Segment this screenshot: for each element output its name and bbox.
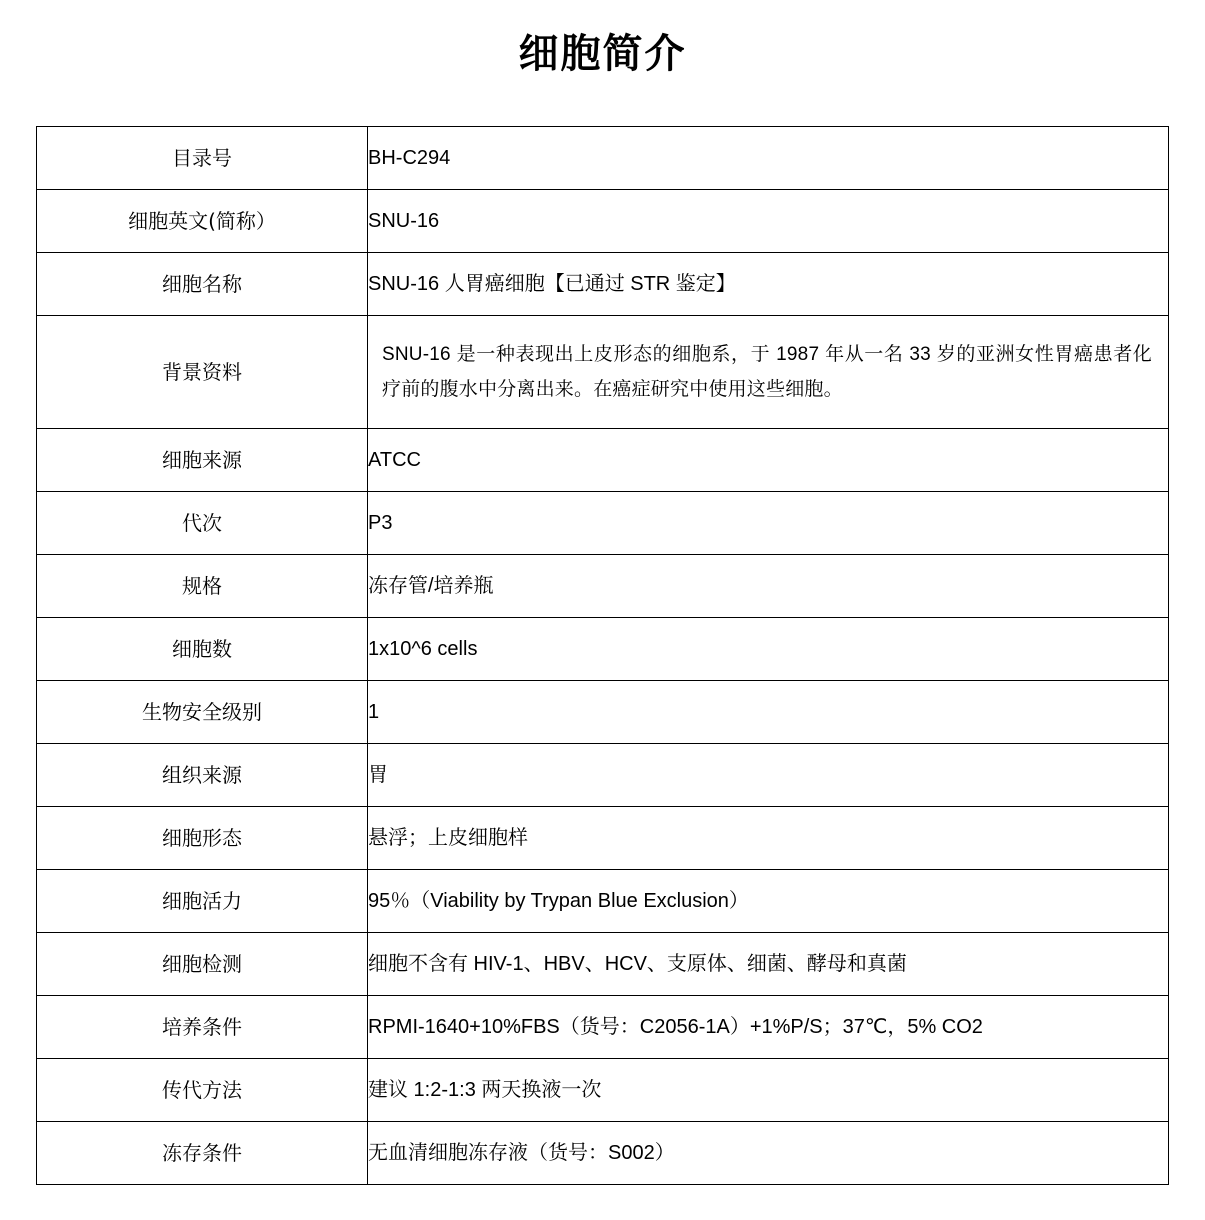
row-label-culture-conditions: 培养条件 [37, 996, 368, 1059]
table-row [37, 807, 1169, 870]
row-label-catalog-number: 目录号 [37, 127, 368, 190]
row-label-morphology: 细胞形态 [37, 807, 368, 870]
document-page [0, 28, 1205, 1220]
row-value-tissue-source: 胃 [368, 744, 1169, 807]
table-row [37, 618, 1169, 681]
row-value-viability: 95％（Viability by Trypan Blue Exclusion） [368, 870, 1169, 933]
table-row [37, 933, 1169, 996]
row-label-cell-testing: 细胞检测 [37, 933, 368, 996]
row-label-cell-name: 细胞名称 [37, 253, 368, 316]
row-value-biosafety-level: 1 [368, 681, 1169, 744]
row-value-catalog-number: BH-C294 [368, 127, 1169, 190]
table-row [37, 429, 1169, 492]
row-value-passage: P3 [368, 492, 1169, 555]
table-row [37, 316, 1169, 429]
table-row [37, 190, 1169, 253]
row-label-cell-source: 细胞来源 [37, 429, 368, 492]
row-label-viability: 细胞活力 [37, 870, 368, 933]
table-row [37, 744, 1169, 807]
row-value-cryopreservation: 无血清细胞冻存液（货号：S002） [368, 1122, 1169, 1185]
table-row [37, 996, 1169, 1059]
row-value-cell-name: SNU-16 人胃癌细胞【已通过 STR 鉴定】 [368, 253, 1169, 316]
row-value-cell-source: ATCC [368, 429, 1169, 492]
row-label-passage: 代次 [37, 492, 368, 555]
row-value-culture-conditions: RPMI-1640+10%FBS（货号：C2056-1A）+1%P/S；37℃，5% CO2 [368, 996, 1169, 1059]
row-value-cell-count: 1x10^6 cells [368, 618, 1169, 681]
row-label-passaging-method: 传代方法 [37, 1059, 368, 1122]
row-label-biosafety-level: 生物安全级别 [37, 681, 368, 744]
row-label-tissue-source: 组织来源 [37, 744, 368, 807]
row-value-specification: 冻存管/培养瓶 [368, 555, 1169, 618]
row-value-cell-english-name: SNU-16 [368, 190, 1169, 253]
row-label-cell-english-name: 细胞英文(简称） [37, 190, 368, 253]
row-label-specification: 规格 [37, 555, 368, 618]
table-row [37, 127, 1169, 190]
page-title: 细胞简介 [518, 31, 687, 77]
row-value-background: SNU-16 是一种表现出上皮形态的细胞系，于 1987 年从一名 33 岁的亚洲女性胃癌患者化疗前的腹水中分离出来。在癌症研究中使用这些细胞。 [368, 316, 1169, 429]
row-value-cell-testing: 细胞不含有 HIV-1、HBV、HCV、支原体、细菌、酵母和真菌 [368, 933, 1169, 996]
row-label-cryopreservation: 冻存条件 [37, 1122, 368, 1185]
table-row [37, 870, 1169, 933]
row-label-background: 背景资料 [37, 316, 368, 429]
row-value-morphology: 悬浮；上皮细胞样 [368, 807, 1169, 870]
table-row [37, 681, 1169, 744]
table-row [37, 492, 1169, 555]
table-row [37, 555, 1169, 618]
table-row [37, 1059, 1169, 1122]
row-value-passaging-method: 建议 1:2-1:3 两天换液一次 [368, 1059, 1169, 1122]
table-row [37, 1122, 1169, 1185]
cell-info-table [36, 126, 1169, 1185]
cell-info-table-wrapper [36, 126, 1169, 1185]
table-row [37, 253, 1169, 316]
row-label-cell-count: 细胞数 [37, 618, 368, 681]
